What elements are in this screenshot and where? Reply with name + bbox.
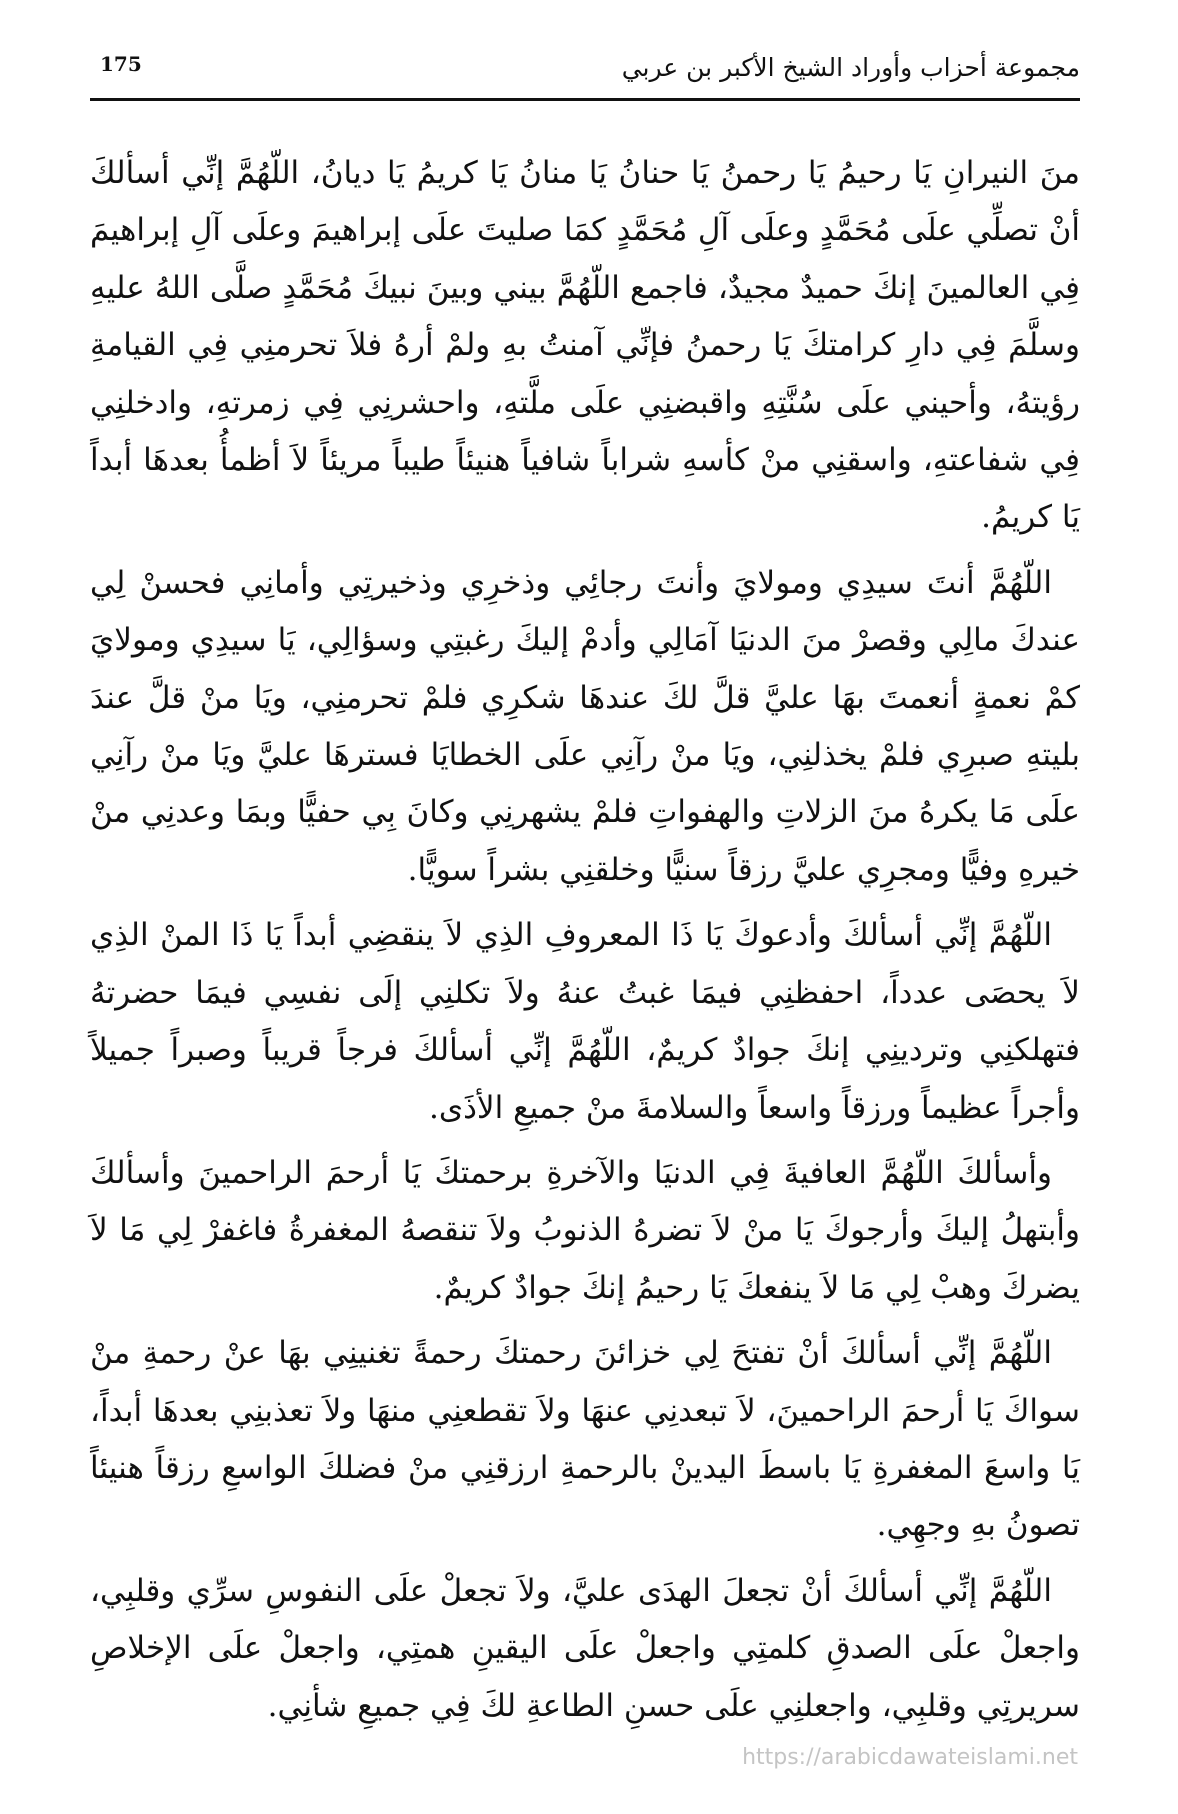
paragraph-5: اللّهُمَّ إنِّي أسألكَ أنْ تفتحَ لِي خزائنَ رحمتكَ رحمةً تغنينِي بهَا عنْ رحمةِ منْ سواكَ يَا أرحمَ الراحمينَ، لاَ تبعدنِي عنهَا ولاَ تقطعنِي منهَا ولاَ تعذبنِي بعدهَا أبداً، يَا واسعَ المغفرةِ يَا باسطَ اليدينْ بالرحمةِ ارزقنِي منْ فضلكَ الواسعِ رزقاً هنيئاً تصونُ بهِ وجهِي. <box>90 1335 1080 1544</box>
header-divider <box>90 98 1080 101</box>
paragraph-1: منَ النيرانِ يَا رحيمُ يَا رحمنُ يَا حنانُ يَا منانُ يَا كريمُ يَا ديانُ، اللّهُمَّ إنِّي أسألكَ أنْ تصلِّي علَى مُحَمَّدٍ وعلَى آلِ مُحَمَّدٍ كمَا صليتَ علَى إبراهيمَ وعلَى آلِ إبراهيمَ فِي العالمينَ إنكَ حميدٌ مجيدٌ، فاجمع اللّهُمَّ بيني وبينَ نبيكَ مُحَمَّدٍ صلَّى اللهُ عليهِ وسلَّمَ فِي دارِ كرامتكَ يَا رحمنُ فإنِّي آمنتُ بهِ ولمْ أرهُ فلاَ تحرمنِي فِي القيامةِ رؤيتهُ، وأحيني علَى سُنَّتِهِ واقبضنِي علَى ملَّتهِ، واحشرنِي فِي زمرتهِ، وادخلنِي فِي شفاعتهِ، واسقنِي منْ كأسهِ شراباً شافياً هنيئاً طيباً مريئاً لاَ أظمأُ بعدهَا أبداً يَا كريمُ. <box>90 155 1080 536</box>
page-header <box>90 40 1080 90</box>
watermark-url: https://arabicdawateislami.net <box>742 1745 1078 1770</box>
paragraph-6: اللّهُمَّ إنِّي أسألكَ أنْ تجعلَ الهدَى عليَّ، ولاَ تجعلْ علَى النفوسِ سرِّي وقلبِي، واجعلْ علَى الصدقِ كلمتِي واجعلْ علَى اليقينِ همتِي، واجعلْ علَى الإخلاصِ سريرتِي وقلبِي، واجعلنِي علَى حسنِ الطاعةِ لكَ فِي جميعِ شأنِي. <box>90 1572 1080 1724</box>
body-text <box>90 145 1080 1743</box>
running-title: مجموعة أحزاب وأوراد الشيخ الأكبر بن عربي <box>621 53 1080 82</box>
paragraph-2: اللّهُمَّ أنتَ سيدِي ومولايَ وأنتَ رجائِي وذخرِي وذخيرتِي وأمانِي فحسنْ لِي عندكَ مالِي وقصرْ منَ الدنيَا آمَالِي وأدمْ إليكَ رغبتِي وسؤالِي، يَا سيدِي ومولايَ كمْ نعمةٍ أنعمتَ بهَا عليَّ قلَّ لكَ عندهَا شكرِي فلمْ تحرمنِي، ويَا منْ قلَّ عندَ بليتهِ صبرِي فلمْ يخذلنِي، ويَا منْ رآنِي علَى الخطايَا فسترهَا عليَّ ويَا منْ رآنِي علَى مَا يكرهُ منَ الزلاتِ والهفواتِ فلمْ يشهرنِي وكانَ بِي حفيًّا وبمَا وعدنِي منْ خيرهِ وفيًّا ومجرِي عليَّ رزقاً سنيًّا وخلقنِي بشراً سويًّا. <box>90 564 1080 888</box>
page-number: 175 <box>100 52 142 76</box>
paragraph-3: اللّهُمَّ إنِّي أسألكَ وأدعوكَ يَا ذَا المعروفِ الذِي لاَ ينقضِي أبداً يَا ذَا المنْ الذِي لاَ يحصَى عدداً، احفظنِي فيمَا غبتُ عنهُ ولاَ تكلنِي إلَى نفسِي فيمَا حضرتهُ فتهلكنِي وتردينِي إنكَ جوادٌ كريمٌ، اللّهُمَّ إنِّي أسألكَ فرجاً قريباً وصبراً جميلاً وأجراً عظيماً ورزقاً واسعاً والسلامةَ منْ جميعِ الأذَى. <box>90 917 1080 1126</box>
paragraph-4: وأسألكَ اللّهُمَّ العافيةَ فِي الدنيَا والآخرةِ برحمتكَ يَا أرحمَ الراحمينَ وأسألكَ وأبتهلُ إليكَ وأرجوكَ يَا منْ لاَ تضرهُ الذنوبُ ولاَ تنقصهُ المغفرةُ فاغفرْ لِي مَا لاَ يضركَ وهبْ لِي مَا لاَ ينفعكَ يَا رحيمُ إنكَ جوادٌ كريمٌ. <box>90 1154 1080 1306</box>
